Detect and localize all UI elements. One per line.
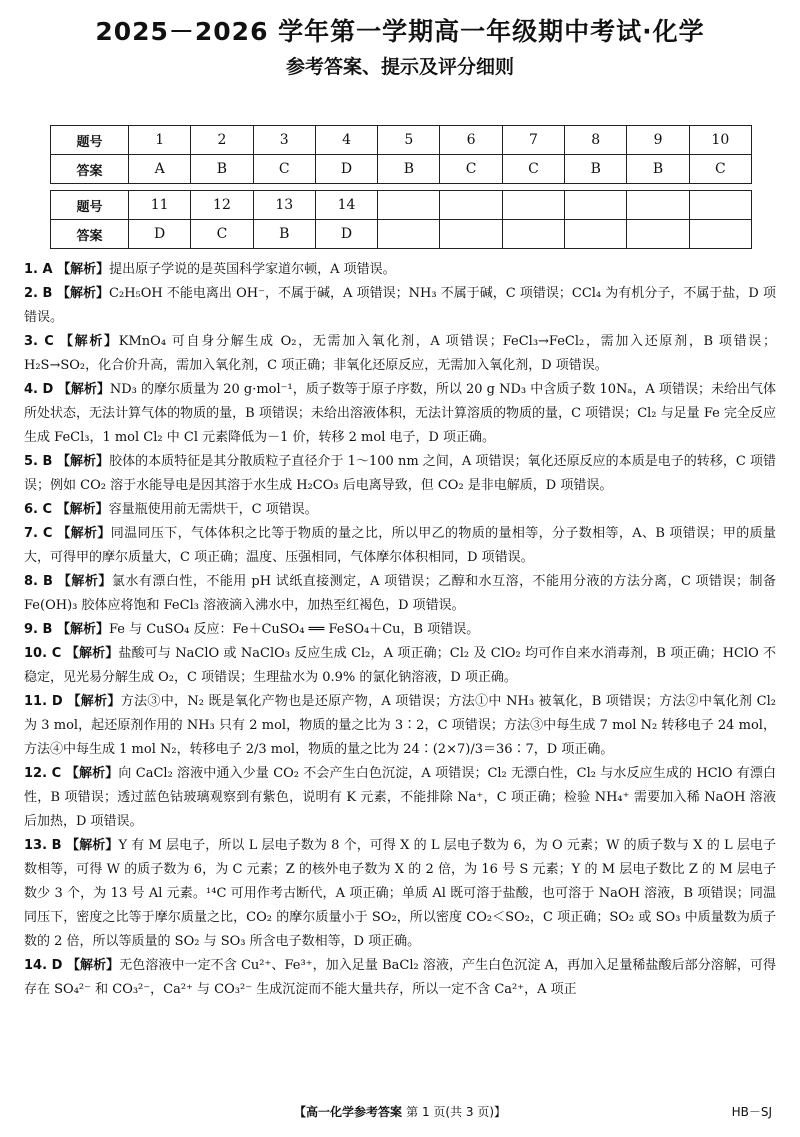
explanation-answer-tag: 11. D 【解析】	[24, 694, 121, 709]
explanation-answer-tag: 12. C 【解析】	[24, 766, 119, 781]
explanation-text: 提出原子学说的是英国科学家道尔顿，A 项错误。	[109, 262, 396, 277]
table-cell: C	[191, 220, 253, 249]
footer-page-number: 第 1 页(共 3 页)】	[406, 1105, 507, 1119]
page-title: 2025－2026 学年第一学期高一年级期中考试·化学	[95, 17, 705, 46]
table-cell: 14	[315, 191, 377, 220]
explanation-item	[24, 642, 776, 690]
explanation-answer-tag: 7. C 【解析】	[24, 526, 111, 541]
table-row-label: 答案	[51, 220, 129, 249]
table-cell: C	[440, 155, 502, 184]
table-cell: A	[129, 155, 191, 184]
explanation-text: 无色溶液中一定不含 Cu²⁺、Fe³⁺，加入足量 BaCl₂ 溶液，产生白色沉淀 A，再加入足量稀盐酸后部分溶解，可得存在 SO₄²⁻ 和 CO₃²⁻，Ca²⁺ 与 CO₃²⁻ 生成沉淀而不能大量共存，所以一定不含 Ca²⁺，A 项正	[24, 958, 776, 997]
table-cell: B	[378, 155, 440, 184]
table-cell	[565, 220, 627, 249]
footer-label	[0, 1103, 800, 1120]
table-cell	[627, 191, 689, 220]
table-cell: 12	[191, 191, 253, 220]
explanation-item	[24, 762, 776, 834]
table-cell	[440, 191, 502, 220]
table-cell: C	[689, 155, 751, 184]
explanations	[24, 258, 776, 1002]
explanation-item	[24, 282, 776, 330]
explanation-text: C₂H₅OH 不能电离出 OH⁻，不属于碱，A 项错误；NH₃ 不属于碱，C 项错误；CCl₄ 为有机分子，不属于盐，D 项错误。	[24, 286, 776, 325]
table-row-label: 答案	[51, 155, 129, 184]
table-row-label: 题号	[51, 126, 129, 155]
explanation-text: 方法③中，N₂ 既是氧化产物也是还原产物，A 项错误；方法①中 NH₃ 被氧化，B 项错误；方法②中氧化剂 Cl₂ 为 3 mol，起还原剂作用的 NH₃ 只有 2 mol，物质的量之比为 3∶2，C 项错误；方法③中每生成 7 mol N₂ 转移电子 24 mol，方法④中每生成 1 mol N₂，转移电子 2/3 mol，物质的量之比为 24∶(2×7)/3＝36∶7，D 项正确。	[24, 694, 776, 757]
table-cell	[502, 220, 564, 249]
table-cell: D	[129, 220, 191, 249]
explanation-text: KMnO₄ 可自身分解生成 O₂，无需加入氧化剂，A 项错误；FeCl₃→FeCl₂，需加入还原剂，B 项错误；H₂S→SO₂，化合价升高，需加入氧化剂，C 项正确；非氧化还原反应，无需加入氧化剂，D 项错误。	[24, 334, 776, 373]
explanation-answer-tag: 2. B 【解析】	[24, 286, 110, 301]
explanation-answer-tag: 13. B 【解析】	[24, 838, 119, 853]
table-cell	[627, 220, 689, 249]
footer-title: 【高一化学参考答案	[293, 1105, 402, 1119]
explanation-answer-tag: 10. C 【解析】	[24, 646, 119, 661]
explanation-text: 向 CaCl₂ 溶液中通入少量 CO₂ 不会产生白色沉淀，A 项错误；Cl₂ 无漂白性，Cl₂ 与水反应生成的 HClO 有漂白性，B 项错误；透过蓝色钴玻璃观察到有紫色，说明有 K 元素，不能排除 Na⁺，C 项正确；检验 NH₄⁺ 需要加入稀 NaOH 溶液后加热，D 项错误。	[24, 766, 777, 829]
explanation-answer-tag: 1. A 【解析】	[24, 262, 110, 277]
explanation-text: 同温同压下，气体体积之比等于物质的量之比，所以甲乙的物质的量相等，分子数相等，A、B 项错误；甲的质量大，可得甲的摩尔质量大，C 项正确；温度、压强相同，气体摩尔体积相同，D 项错误。	[24, 526, 776, 565]
table-cell: D	[315, 155, 377, 184]
explanation-item	[24, 450, 776, 498]
table-cell: B	[253, 220, 315, 249]
table-cell: 11	[129, 191, 191, 220]
explanation-answer-tag: 8. B 【解析】	[24, 574, 112, 589]
table-cell: C	[502, 155, 564, 184]
page-footer	[0, 1103, 800, 1127]
explanation-text: Fe 与 CuSO₄ 反应：Fe＋CuSO₄ ══ FeSO₄＋Cu，B 项错误。	[108, 622, 480, 637]
table-cell	[378, 191, 440, 220]
explanation-item	[24, 618, 776, 642]
explanation-item	[24, 258, 776, 282]
table-cell: 8	[565, 126, 627, 155]
table-row-label: 题号	[51, 191, 129, 220]
explanation-text: 胶体的本质特征是其分散质粒子直径介于 1～100 nm 之间，A 项错误；氧化还原反应的本质是电子的转移，C 项错误；例如 CO₂ 溶于水能导电是因其溶于水生成 H₂CO₃ 后电离导致，但 CO₂ 是非电解质，D 项错误。	[24, 454, 777, 493]
table-cell: 6	[440, 126, 502, 155]
explanation-answer-tag: 3. C 【解析】	[24, 334, 119, 349]
table-cell: 9	[627, 126, 689, 155]
table-cell: 5	[378, 126, 440, 155]
table-cell: 1	[129, 126, 191, 155]
table-row-answers-2	[51, 220, 752, 249]
table-gap	[51, 184, 752, 191]
explanation-text: ND₃ 的摩尔质量为 20 g·mol⁻¹，质子数等于原子序数，所以 20 g ND₃ 中含质子数 10Nₐ，A 项错误；未给出气体所处状态，无法计算气体的物质的量，B 项错误；未给出溶液体积，无法计算溶质的物质的量，C 项错误；Cl₂ 与足量 Fe 完全反应生成 FeCl₃，1 mol Cl₂ 中 Cl 元素降低为－1 价，转移 2 mol 电子，D 项正确。	[24, 382, 776, 445]
explanation-answer-tag: 5. B 【解析】	[24, 454, 110, 469]
table-cell: D	[315, 220, 377, 249]
explanation-text: 容量瓶使用前无需烘干，C 项错误。	[108, 502, 318, 517]
table-cell	[689, 191, 751, 220]
page-subtitle: 参考答案、提示及评分细则	[285, 56, 514, 78]
answer-table	[50, 125, 752, 249]
table-cell: 10	[689, 126, 751, 155]
table-cell	[502, 191, 564, 220]
table-cell	[565, 191, 627, 220]
explanation-item	[24, 954, 776, 1002]
table-cell: B	[191, 155, 253, 184]
explanation-item	[24, 570, 776, 618]
explanation-item	[24, 522, 776, 570]
explanation-item	[24, 330, 776, 378]
table-cell	[689, 220, 751, 249]
table-cell: B	[627, 155, 689, 184]
explanation-answer-tag: 6. C 【解析】	[24, 502, 109, 517]
table-row-answers-1	[51, 155, 752, 184]
explanation-item	[24, 690, 776, 762]
explanation-answer-tag: 4. D 【解析】	[24, 382, 110, 397]
table-cell: 7	[502, 126, 564, 155]
table-row-numbers-1	[51, 126, 752, 155]
explanation-text: 盐酸可与 NaClO 或 NaClO₃ 反应生成 Cl₂，A 项正确；Cl₂ 及 ClO₂ 均可作自来水消毒剂，B 项正确；HClO 不稳定，见光易分解生成 O₂，C 项错误；生理盐水为 0.9% 的氯化钠溶液，D 项正确。	[24, 646, 777, 685]
table-cell: B	[565, 155, 627, 184]
table-cell: C	[253, 155, 315, 184]
table-cell: 13	[253, 191, 315, 220]
table-cell: 2	[191, 126, 253, 155]
explanation-answer-tag: 9. B 【解析】	[24, 622, 109, 637]
table-gap-cell	[51, 184, 752, 191]
table-row-numbers-2	[51, 191, 752, 220]
footer-code: HB－SJ	[731, 1105, 772, 1119]
table-cell: 4	[315, 126, 377, 155]
explanation-text: Y 有 M 层电子，所以 L 层电子数为 8 个，可得 X 的 L 层电子数为 6，为 O 元素；W 的质子数与 X 的 L 层电子数相等，可得 W 的质子数为 6，为 C 元素；Z 的核外电子数为 X 的 2 倍，为 16 号 S 元素；Y 的 M 层电子数比 Z 的 M 层电子数少 3 个，为 13 号 Al 元素。¹⁴C 可用作考古断代，A 项正确；单质 Al 既可溶于盐酸，也可溶于 NaOH 溶液，B 项错误；同温同压下，密度之比等于摩尔质量之比，CO₂ 的摩尔质量小于 SO₂，所以密度 CO₂＜SO₂，C 项正确；SO₂ 或 SO₃ 中质量数为质子数的 2 倍，所以等质量的 SO₂ 与 SO₃ 所含电子数相等，D 项正确。	[24, 838, 776, 949]
table-cell	[440, 220, 502, 249]
explanation-item	[24, 498, 776, 522]
table-cell: 3	[253, 126, 315, 155]
table-cell	[378, 220, 440, 249]
explanation-item	[24, 834, 776, 954]
explanation-item	[24, 378, 776, 450]
explanation-answer-tag: 14. D 【解析】	[24, 958, 120, 973]
explanation-text: 氯水有漂白性，不能用 pH 试纸直接测定，A 项错误；乙醇和水互溶，不能用分液的方法分离，C 项错误；制备 Fe(OH)₃ 胶体应将饱和 FeCl₃ 溶液滴入沸水中，加热至红褐色，D 项错误。	[24, 574, 776, 613]
